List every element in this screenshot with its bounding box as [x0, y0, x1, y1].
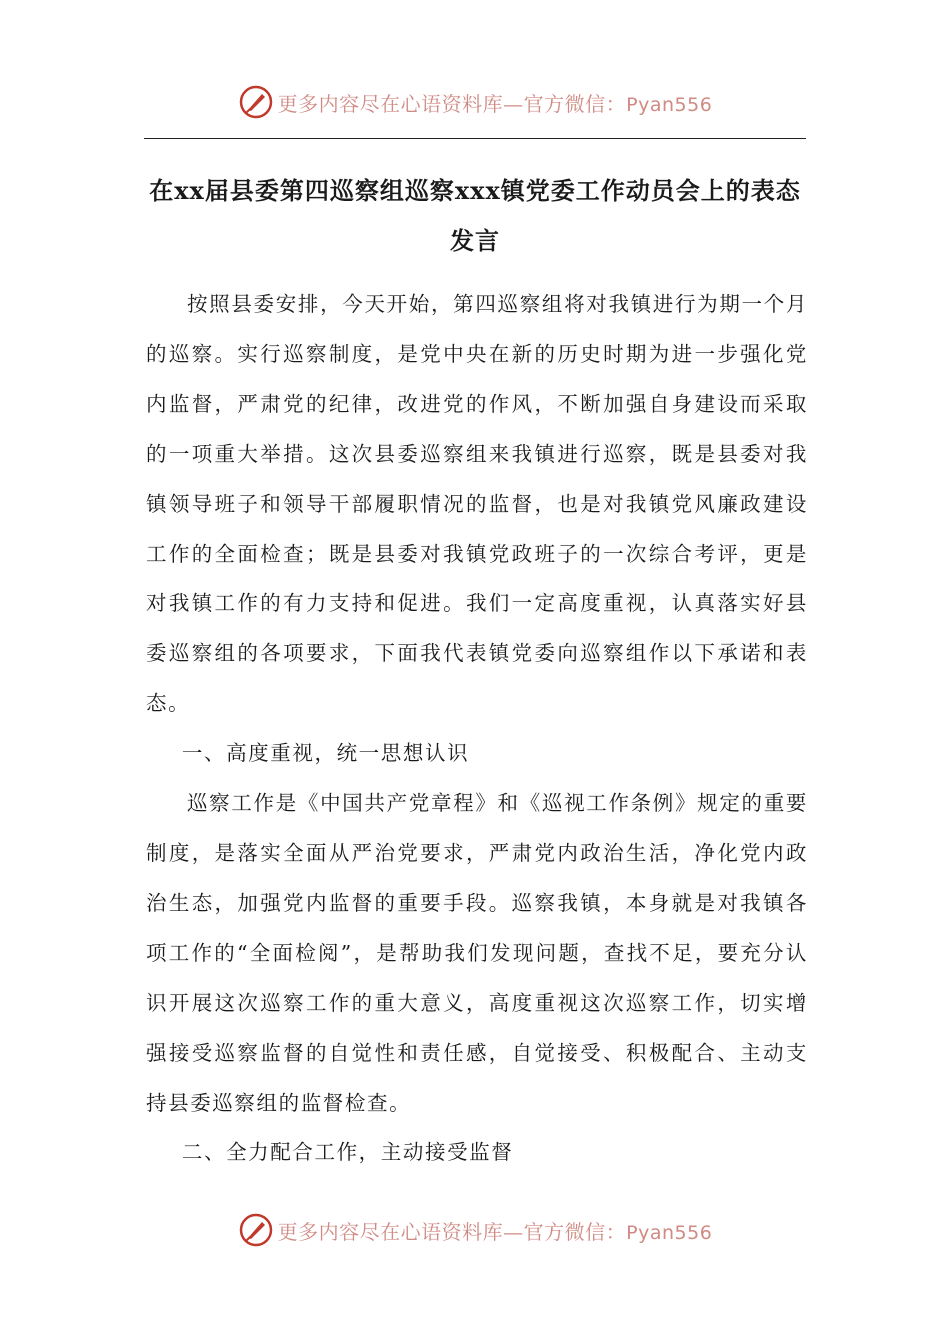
document-body [146, 280, 808, 1178]
footer-banner-text: 更多内容尽在心语资料库—官方微信：Pyan556 [277, 1219, 713, 1244]
header-banner [0, 82, 950, 122]
header-banner-text: 更多内容尽在心语资料库—官方微信：Pyan556 [277, 91, 713, 116]
section-heading-1: 一、高度重视，统一思想认识 [181, 741, 470, 766]
header-rule [144, 138, 806, 139]
footer-banner [0, 1210, 950, 1250]
paragraph-intro: 按照县委安排，今天开始，第四巡察组将对我镇进行为期一个月的巡察。实行巡察制度，是党中央在新的历史时期为进一步强化党内监督，严肃党的纪律，改进党的作风，不断加强自身建设而采取的一项重大举措。这次县委巡察组来我镇进行巡察，既是县委对我镇领导班子和领导干部履职情况的监督，也是对我镇党风廉政建设工作的全面检查；既是县委对我镇党政班子的一次综合考评，更是对我镇工作的有力支持和促进。我们一定高度重视，认真落实好县委巡察组的各项要求，下面我代表镇党委向巡察组作以下承诺和表态。 [146, 292, 808, 716]
document-title: 在xx届县委第四巡察组巡察xxx镇党委工作动员会上的表态发言 [149, 176, 801, 255]
quill-logo-icon [238, 84, 274, 120]
section-heading-2: 二、全力配合工作，主动接受监督 [181, 1140, 514, 1165]
quill-logo-icon [238, 1212, 274, 1248]
paragraph-section-1: 巡察工作是《中国共产党章程》和《巡视工作条例》规定的重要制度，是落实全面从严治党要求，严肃党内政治生活，净化党内政治生态，加强党内监督的重要手段。巡察我镇，本身就是对我镇各项工作的“全面检阅”，是帮助我们发现问题，查找不足，要充分认识开展这次巡察工作的重大意义，高度重视这次巡察工作，切实增强接受巡察监督的自觉性和责任感，自觉接受、积极配合、主动支持县委巡察组的监督检查。 [146, 791, 808, 1115]
